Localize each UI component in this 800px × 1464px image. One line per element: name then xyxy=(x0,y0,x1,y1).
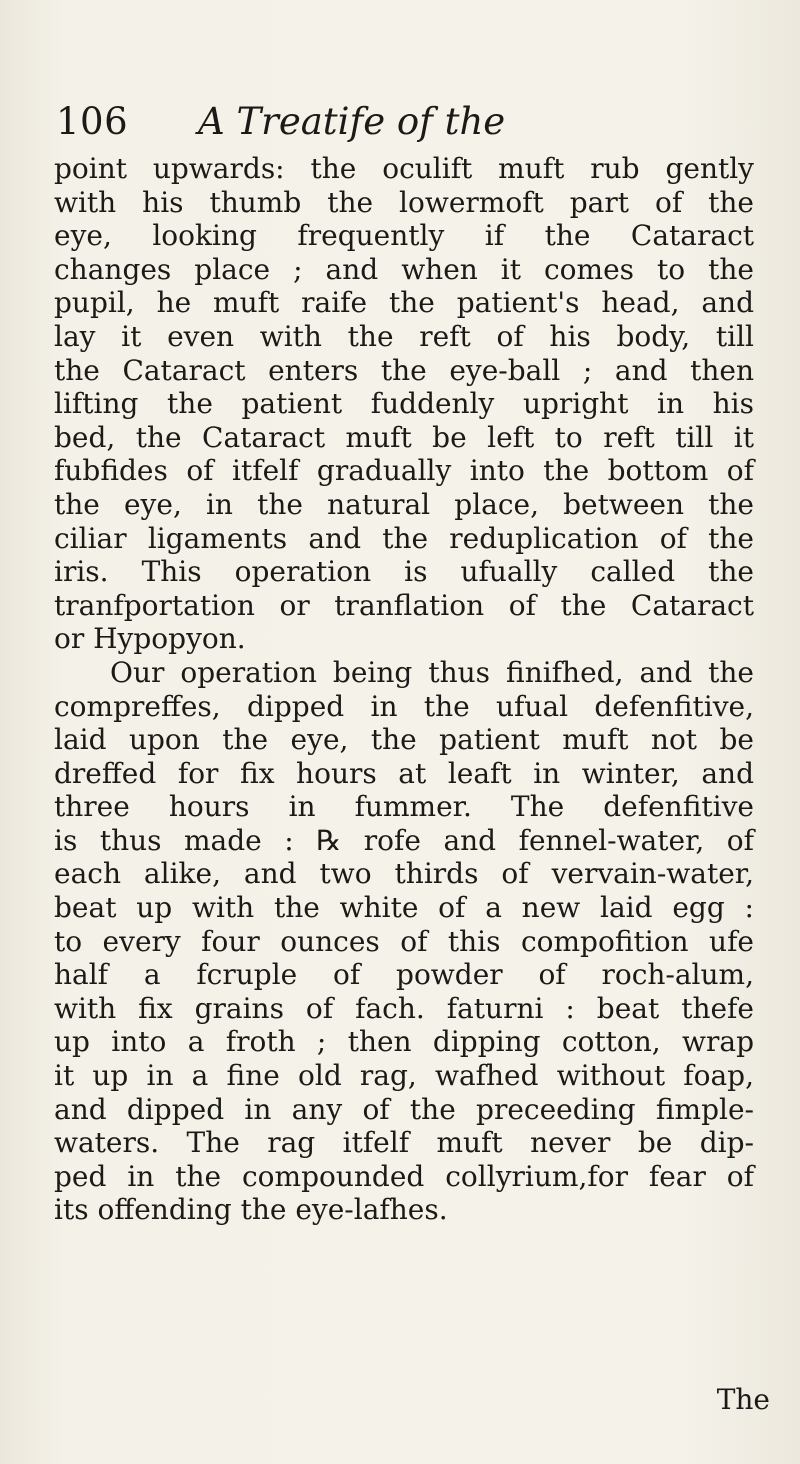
text-line: lifting the patient fuddenly upright in his xyxy=(54,387,754,421)
text-line: dreffed for fix hours at leaft in winter, and xyxy=(54,756,754,790)
text-line: or Hypopyon. xyxy=(54,622,246,656)
text-line: it up in a fine old rag, wafhed without foap, xyxy=(54,1059,754,1093)
text-line: tranfportation or tranflation of the Cataract xyxy=(54,588,754,622)
page-header xyxy=(56,100,756,148)
text-line: pupil, he muft raife the patient's head, and xyxy=(54,286,754,320)
text-line: the Cataract enters the eye-ball ; and then xyxy=(54,353,754,387)
text-line: compreffes, dipped in the ufual defenfitive, xyxy=(54,689,754,723)
text-line: lay it even with the reft of his body, till xyxy=(54,319,754,353)
text-line: and dipped in any of the preceeding fimple- xyxy=(54,1092,754,1126)
text-line: its offending the eye-lafhes. xyxy=(54,1193,448,1227)
running-title: A Treatife of the xyxy=(198,100,506,143)
text-line: laid upon the eye, the patient muft not be xyxy=(54,723,754,757)
text-line: ped in the compounded collyrium,for fear of xyxy=(54,1159,754,1193)
text-line: with his thumb the lowermoft part of the xyxy=(54,185,754,219)
text-line: eye, looking frequently if the Cataract xyxy=(54,219,754,253)
body-text xyxy=(54,152,754,1227)
text-line: up into a froth ; then dipping cotton, wrap xyxy=(54,1025,754,1059)
text-line: point upwards: the oculift muft rub gently xyxy=(54,152,754,185)
text-line: is thus made : ℞ rofe and fennel-water, of xyxy=(54,823,754,857)
text-line: to every four ounces of this compofition ufe xyxy=(54,924,754,958)
text-line: beat up with the white of a new laid egg : xyxy=(54,891,754,925)
text-line: the eye, in the natural place, between the xyxy=(54,487,754,521)
catchword: The xyxy=(716,1383,770,1416)
text-line: bed, the Cataract muft be left to reft till it xyxy=(54,420,754,454)
text-line: iris. This operation is ufually called the xyxy=(54,555,754,589)
text-line: waters. The rag itfelf muft never be dip- xyxy=(54,1126,754,1160)
text-line: ciliar ligaments and the reduplication of the xyxy=(54,521,754,555)
text-line: half a fcruple of powder of roch-alum, xyxy=(54,958,754,992)
page-number: 106 xyxy=(56,100,129,143)
text-line: three hours in fummer. The defenfitive xyxy=(54,790,754,824)
text-line: changes place ; and when it comes to the xyxy=(54,252,754,286)
text-line: each alike, and two thirds of vervain-water, xyxy=(54,857,754,891)
paragraph-start-line: Our operation being thus finifhed, and the xyxy=(110,655,754,689)
text-line: with fix grains of fach. faturni : beat thefe xyxy=(54,991,754,1025)
text-line: fubfides of itfelf gradually into the bottom of xyxy=(54,454,754,488)
